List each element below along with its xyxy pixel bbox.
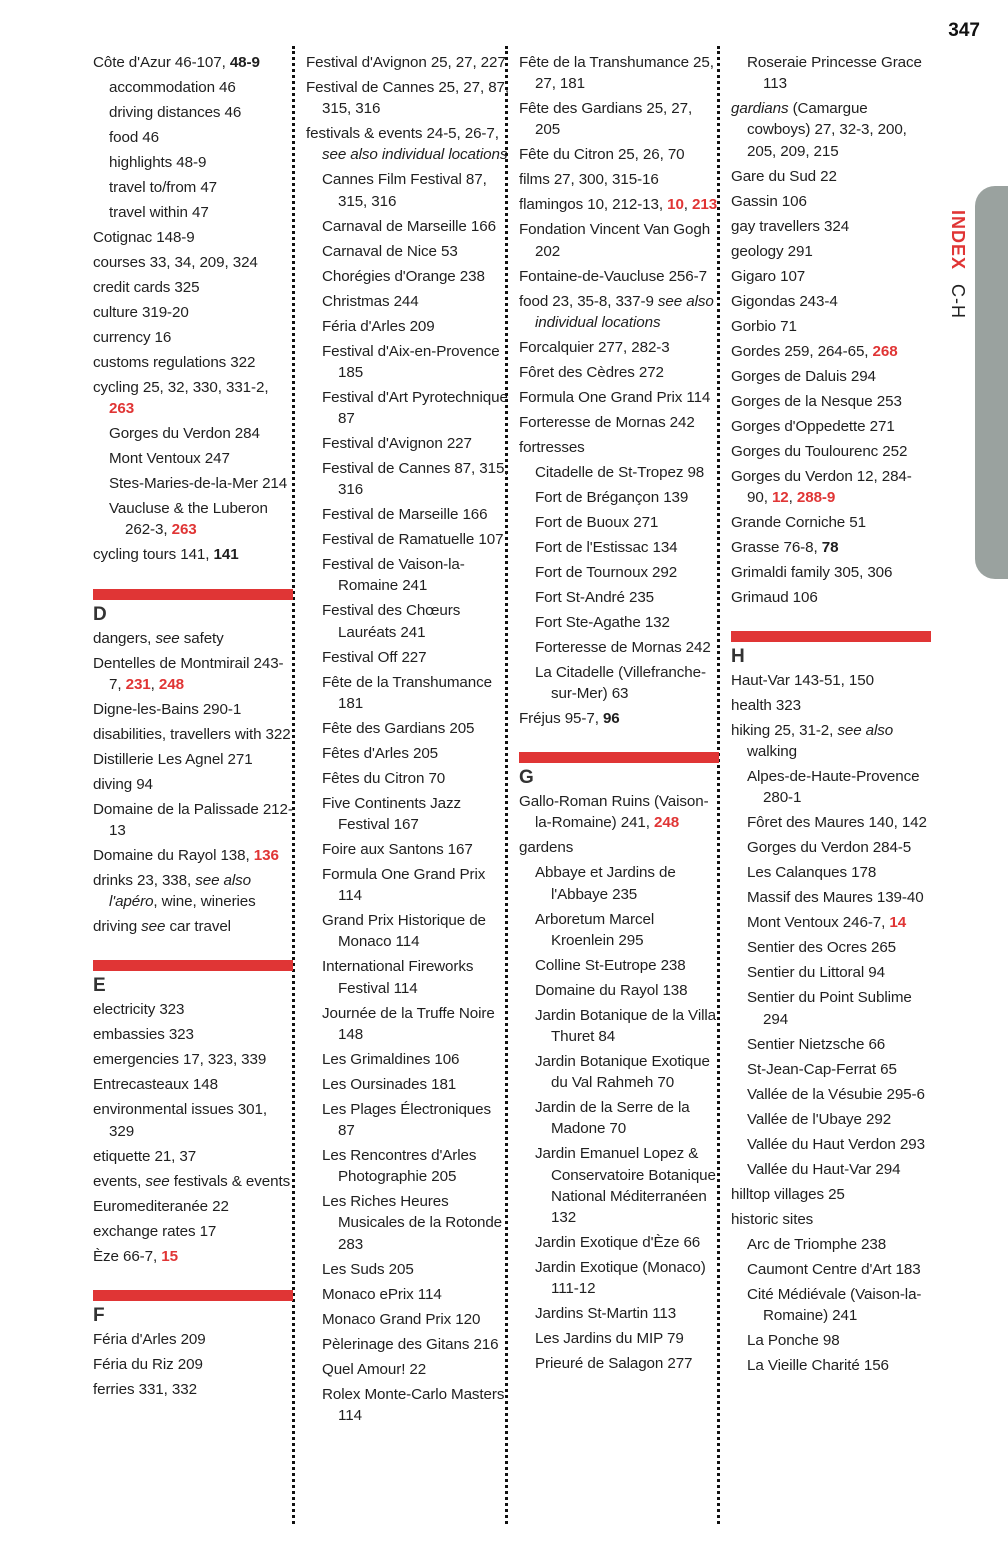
index-entry: Fontaine-de-Vaucluse 256-7	[519, 267, 707, 285]
index-subentry: Vaucluse & the Luberon 262-3, 263	[109, 500, 268, 539]
index-entry: Gigondas 243-4	[731, 292, 838, 310]
index-entry: Gigaro 107	[731, 267, 806, 285]
index-entry: Gassin 106	[731, 192, 807, 210]
index-entry: Èze 66-7, 15	[93, 1247, 178, 1265]
index-subentry: Arboretum Marcel Kroenlein 295	[535, 910, 655, 949]
index-entry: disabilities, travellers with 322	[93, 725, 291, 743]
index-column-2	[306, 52, 511, 1430]
index-subentry: Gorges du Verdon 284-5	[747, 839, 912, 857]
index-entry: Euromediteranée 22	[93, 1197, 229, 1215]
index-entry: culture 319-20	[93, 304, 189, 321]
index-subentry: Jardin Exotique (Monaco) 111-12	[535, 1259, 706, 1298]
index-subentry: Foire aux Santons 167	[322, 841, 473, 859]
index-entry: Grimaldi family 305, 306	[731, 563, 893, 581]
index-entry: gay travellers 324	[731, 217, 850, 235]
index-entry: Domaine du Rayol 138, 136	[93, 847, 279, 865]
index-subentry: Fêtes du Citron 70	[322, 769, 446, 787]
index-subentry: Festival de Marseille 166	[322, 506, 488, 524]
index-subentry: driving distances 46	[109, 104, 242, 121]
index-entry: Grasse 76-8, 78	[731, 538, 839, 556]
index-subentry: Forteresse de Mornas 242	[535, 638, 711, 656]
index-subentry: Festival d'Avignon 227	[322, 435, 472, 453]
index-subentry: Les Rencontres d'Arles Photographie 205	[322, 1147, 477, 1186]
index-entry: Forcalquier 277, 282-3	[519, 338, 670, 356]
index-entry: Festival de Cannes 25, 27, 87, 315, 316	[306, 79, 510, 118]
index-subentry: Festival d'Art Pyrotechnique 87	[322, 388, 508, 428]
section-bar	[93, 960, 293, 971]
index-subentry: travel within 47	[109, 204, 209, 221]
index-entry: Gorges du Verdon 12, 284-90, 12, 288-9	[731, 467, 912, 506]
index-subentry: Sentier des Ocres 265	[747, 939, 897, 957]
index-entry: electricity 323	[93, 1001, 185, 1019]
index-entry: customs regulations 322	[93, 354, 256, 371]
index-subentry: Mont Ventoux 246-7, 14	[747, 914, 907, 932]
index-entry: Haut-Var 143-51, 150	[731, 672, 874, 690]
index-entry: cycling 25, 32, 330, 331-2, 263	[93, 379, 269, 418]
section-letter-h: H	[731, 646, 745, 668]
index-subentry: Jardin de la Serre de la Madone 70	[535, 1099, 690, 1138]
index-subentry: Fête de la Transhumance 181	[322, 673, 492, 712]
index-column-4	[731, 52, 931, 1380]
index-subentry: Journée de la Truffe Noire 148	[322, 1004, 495, 1043]
index-subentry: Monaco Grand Prix 120	[322, 1310, 481, 1328]
section-bar	[93, 1290, 293, 1301]
index-entry: embassies 323	[93, 1026, 194, 1044]
index-entry: credit cards 325	[93, 279, 200, 296]
index-entry: Fréjus 95-7, 96	[519, 710, 620, 728]
section-bar	[519, 752, 719, 763]
index-subentry: Fort de Tournoux 292	[535, 563, 678, 581]
index-subentry: Roseraie Princesse Grace 113	[747, 54, 922, 93]
index-subentry: Fort de Buoux 271	[535, 513, 659, 531]
side-tab	[975, 186, 1008, 579]
index-entry: films 27, 300, 315-16	[519, 171, 659, 189]
index-subentry: travel to/from 47	[109, 179, 218, 196]
index-entry: Gare du Sud 22	[731, 167, 837, 185]
page-number: 347	[948, 20, 980, 41]
index-subentry: Pèlerinage des Gitans 216	[322, 1335, 499, 1353]
index-entry: Grimaud 106	[731, 588, 818, 606]
index-subentry: Formula One Grand Prix 114	[322, 866, 486, 905]
index-entry: hilltop villages 25	[731, 1185, 845, 1203]
index-entry: etiquette 21, 37	[93, 1147, 197, 1165]
index-subentry: Alpes-de-Haute-Provence 280-1	[747, 768, 920, 807]
index-subentry: highlights 48-9	[109, 154, 207, 171]
index-entry: Grande Corniche 51	[731, 513, 866, 531]
index-entry: currency 16	[93, 329, 172, 346]
index-subentry: accommodation 46	[109, 79, 236, 96]
index-entry: cycling tours 141, 141	[93, 546, 239, 564]
index-subentry: Citadelle de St-Tropez 98	[535, 463, 705, 481]
index-entry: diving 94	[93, 775, 153, 793]
index-entry: events, see festivals & events	[93, 1172, 291, 1190]
index-entry: historic sites	[731, 1210, 814, 1228]
index-entry: gardians (Camargue cowboys) 27, 32-3, 200, 205, 209, 215	[731, 100, 907, 160]
index-subentry: Carnaval de Marseille 166	[322, 217, 496, 235]
index-entry: health 323	[731, 697, 801, 715]
index-subentry: Fête des Gardians 205	[322, 719, 475, 737]
index-subentry: Fort Ste-Agathe 132	[535, 613, 670, 631]
section-letter-d: D	[93, 603, 107, 625]
index-subentry: Cité Médiévale (Vaison-la-Romaine) 241	[747, 1285, 922, 1324]
index-subentry: Vallée de l'Ubaye 292	[747, 1110, 892, 1128]
index-entry: exchange rates 17	[93, 1222, 217, 1240]
index-entry: Gorges du Toulourenc 252	[731, 442, 908, 460]
index-subentry: St-Jean-Cap-Ferrat 65	[747, 1060, 897, 1078]
index-subentry: Jardin Botanique Exotique du Val Rahmeh 70	[535, 1053, 710, 1092]
index-subentry: Festival d'Aix-en-Provence 185	[322, 342, 500, 381]
index-subentry: Festival Off 227	[322, 648, 427, 666]
index-entry: Digne-les-Bains 290-1	[93, 700, 242, 718]
index-subentry: Fêtes d'Arles 205	[322, 744, 439, 762]
index-entry: Distillerie Les Agnel 271	[93, 750, 253, 768]
index-subentry: Fôret des Maures 140, 142	[747, 814, 927, 832]
index-subentry: Sentier du Point Sublime 294	[747, 989, 912, 1028]
index-subentry: Les Plages Électroniques 87	[322, 1100, 491, 1140]
index-subentry: Abbaye et Jardins de l'Abbaye 235	[535, 864, 676, 903]
index-subentry: Mont Ventoux 247	[109, 450, 230, 468]
index-subentry: Arc de Triomphe 238	[747, 1235, 887, 1253]
index-subentry: Les Suds 205	[322, 1260, 414, 1278]
index-subentry: Festival de Cannes 87, 315, 316	[322, 460, 509, 499]
index-entry: Formula One Grand Prix 114	[519, 388, 711, 406]
index-entry: Gordes 259, 264-65, 268	[731, 342, 898, 360]
index-subentry: Jardin Exotique d'Èze 66	[535, 1234, 701, 1252]
index-subentry: Carnaval de Nice 53	[322, 242, 458, 260]
index-subentry: Caumont Centre d'Art 183	[747, 1260, 921, 1278]
index-entry: driving see car travel	[93, 918, 231, 936]
index-subentry: Chorégies d'Orange 238	[322, 267, 485, 285]
index-entry: Festival d'Avignon 25, 27, 227	[306, 54, 506, 71]
section-letter-f: F	[93, 1304, 105, 1326]
index-subentry: food 46	[109, 129, 159, 146]
index-subentry: La Vieille Charité 156	[747, 1356, 889, 1374]
index-entry: ferries 331, 332	[93, 1380, 197, 1398]
index-entry: fortresses	[519, 438, 585, 456]
index-subentry: Jardins St-Martin 113	[535, 1305, 677, 1323]
section-bar	[93, 589, 293, 600]
index-subentry: Massif des Maures 139-40	[747, 889, 924, 907]
index-column-1	[93, 52, 293, 1404]
index-entry: Gorbio 71	[731, 317, 797, 335]
index-subentry: Les Calanques 178	[747, 864, 877, 882]
index-subentry: Five Continents Jazz Festival 167	[322, 794, 461, 834]
index-entry: flamingos 10, 212-13, 10, 213	[519, 196, 718, 214]
index-subentry: Vallée du Haut Verdon 293	[747, 1135, 925, 1153]
index-entry: Gorges de Daluis 294	[731, 367, 876, 385]
index-subentry: Festival de Vaison-la-Romaine 241	[322, 556, 465, 595]
index-entry: Fondation Vincent Van Gogh 202	[519, 221, 711, 260]
index-subentry: International Fireworks Festival 114	[322, 958, 474, 997]
index-entry: Dentelles de Montmirail 243-7, 231, 248	[93, 654, 284, 693]
section-bar	[731, 631, 931, 642]
index-subentry: Sentier du Littoral 94	[747, 964, 885, 982]
index-subentry: Festival de Ramatuelle 107	[322, 531, 504, 549]
index-entry: Féria du Riz 209	[93, 1355, 203, 1373]
index-entry: environmental issues 301, 329	[93, 1101, 267, 1140]
index-subentry: Les Jardins du MIP 79	[535, 1330, 684, 1348]
index-subentry: Fort St-André 235	[535, 588, 655, 606]
index-entry: drinks 23, 338, see also l'apéro, wine, wineries	[93, 872, 256, 911]
index-entry: Fête des Gardians 25, 27, 205	[519, 100, 693, 139]
index-subentry: Cannes Film Festival 87, 315, 316	[322, 171, 487, 210]
index-entry: dangers, see safety	[93, 629, 224, 647]
index-entry: Domaine de la Palissade 212-13	[93, 800, 293, 840]
index-subentry: Stes-Maries-de-la-Mer 214	[109, 475, 288, 493]
index-subentry: Vallée de la Vésubie 295-6	[747, 1085, 925, 1103]
index-subentry: Jardin Emanuel Lopez & Conservatoire Botanique National Méditerranéen 132	[535, 1145, 716, 1227]
index-subentry: Sentier Nietzsche 66	[747, 1035, 886, 1053]
index-subentry: La Citadelle (Villefranche-sur-Mer) 63	[535, 663, 706, 703]
index-subentry: Féria d'Arles 209	[322, 317, 435, 335]
index-entry: food 23, 35-8, 337-9 see also individual locations	[519, 292, 714, 331]
index-entry: Gorges d'Oppedette 271	[731, 417, 895, 435]
section-letter-e: E	[93, 975, 106, 997]
index-entry: Fôret des Cèdres 272	[519, 363, 664, 381]
section-letter-g: G	[519, 767, 534, 789]
index-subentry: Monaco ePrix 114	[322, 1285, 442, 1303]
index-subentry: Gorges du Verdon 284	[109, 425, 260, 443]
index-subentry: Quel Amour! 22	[322, 1360, 427, 1378]
index-entry: Cotignac 148-9	[93, 229, 195, 246]
index-entry: festivals & events 24-5, 26-7, see also individual locations	[306, 125, 508, 164]
side-label	[944, 210, 968, 319]
index-entry: Fête de la Transhumance 25, 27, 181	[519, 54, 714, 93]
index-column-3	[519, 52, 719, 1378]
index-subentry: Les Grimaldines 106	[322, 1050, 460, 1068]
index-subentry: Christmas 244	[322, 292, 419, 310]
index-subentry: La Ponche 98	[747, 1331, 840, 1349]
index-entry: gardens	[519, 839, 574, 857]
index-entry: Gorges de la Nesque 253	[731, 392, 902, 410]
index-entry: Gallo-Roman Ruins (Vaison-la-Romaine) 241, 248	[519, 793, 709, 832]
index-subentry: Les Oursinades 181	[322, 1075, 457, 1093]
index-subentry: Colline St-Eutrope 238	[535, 956, 686, 974]
index-subentry: Festival des Chœurs Lauréats 241	[322, 602, 461, 641]
index-entry: Forteresse de Mornas 242	[519, 413, 695, 431]
index-subentry: Fort de Brégançon 139	[535, 488, 689, 506]
index-subentry: Prieuré de Salagon 277	[535, 1355, 693, 1373]
index-entry: geology 291	[731, 242, 813, 260]
index-subentry: Domaine du Rayol 138	[535, 981, 688, 999]
index-label: INDEX	[948, 210, 968, 271]
index-entry: hiking 25, 31-2, see also walking	[731, 722, 894, 761]
index-entry: Féria d'Arles 209	[93, 1330, 206, 1348]
index-subentry: Les Riches Heures Musicales de la Rotonde 283	[322, 1193, 503, 1253]
index-entry: Fête du Citron 25, 26, 70	[519, 146, 685, 164]
index-subentry: Fort de l'Estissac 134	[535, 538, 678, 556]
index-subentry: Vallée du Haut-Var 294	[747, 1160, 901, 1178]
index-subentry: Rolex Monte-Carlo Masters 114	[322, 1385, 505, 1424]
index-entry: emergencies 17, 323, 339	[93, 1051, 267, 1069]
index-subentry: Grand Prix Historique de Monaco 114	[322, 912, 486, 951]
index-subentry: Jardin Botanique de la Villa Thuret 84	[535, 1006, 716, 1046]
index-entry: courses 33, 34, 209, 324	[93, 254, 258, 271]
index-entry: Côte d'Azur 46-107, 48-9	[93, 54, 260, 71]
index-entry: Entrecasteaux 148	[93, 1076, 218, 1094]
index-range: C-H	[948, 284, 968, 320]
